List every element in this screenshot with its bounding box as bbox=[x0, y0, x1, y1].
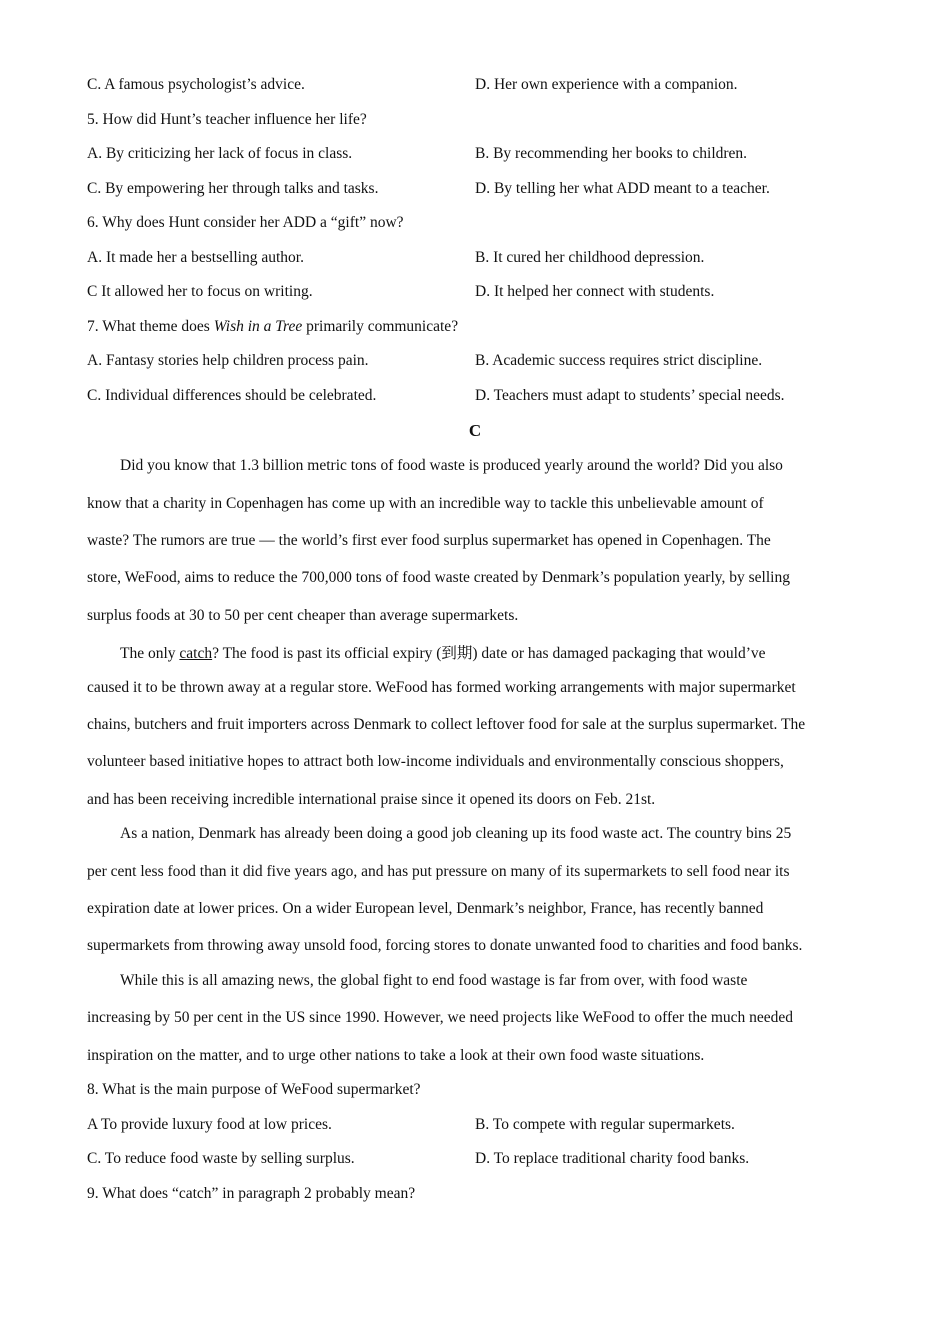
q7-stem-pre: 7. What theme does bbox=[87, 318, 214, 335]
p2-post: ? The food is past its official expiry (到期) date or has damaged packaging that would’ve bbox=[212, 645, 766, 662]
section-title: C bbox=[468, 421, 482, 440]
p3-line: per cent less food than it did five years ago, and has put pressure on many of its supermarkets to sell food near its bbox=[87, 863, 790, 880]
q7-book-title: Wish in a Tree bbox=[213, 318, 303, 335]
q6-option-b: B. It cured her childhood depression. bbox=[475, 249, 705, 266]
q8-options-row-2 bbox=[87, 1150, 867, 1168]
p2-line: chains, butchers and fruit importers across Denmark to collect leftover food for sale at the surplus supermarket. The bbox=[87, 716, 806, 733]
q7-option-c: C. Individual differences should be celebrated. bbox=[87, 387, 377, 404]
q8-stem: 8. What is the main purpose of WeFood supermarket? bbox=[87, 1081, 421, 1098]
p2-line: and has been receiving incredible international praise since it opened its doors on Feb. 21st. bbox=[87, 791, 656, 808]
p1-line: waste? The rumors are true — the world’s first ever food surplus supermarket has opened in Copenhagen. The bbox=[87, 532, 771, 549]
q7-options-row-2 bbox=[87, 387, 867, 405]
catch-word: catch bbox=[179, 645, 213, 662]
q8-options-row-1 bbox=[87, 1116, 867, 1134]
p3-line: As a nation, Denmark has already been doing a good job cleaning up its food waste act. The country bins 25 bbox=[120, 825, 792, 842]
q9-stem: 9. What does “catch” in paragraph 2 probably mean? bbox=[87, 1185, 416, 1202]
q6-stem: 6. Why does Hunt consider her ADD a “gift” now? bbox=[87, 214, 404, 231]
q6-option-c: C It allowed her to focus on writing. bbox=[87, 283, 313, 300]
q6-option-a: A. It made her a bestselling author. bbox=[87, 249, 304, 266]
p3-line: expiration date at lower prices. On a wider European level, Denmark’s neighbor, France, has recently banned bbox=[87, 900, 764, 917]
q5-option-c: C. By empowering her through talks and tasks. bbox=[87, 180, 379, 197]
q7-stem-post: primarily communicate? bbox=[302, 318, 459, 335]
p2-first-line bbox=[87, 641, 900, 663]
q8-option-c: C. To reduce food waste by selling surplus. bbox=[87, 1150, 355, 1167]
q4-option-d: D. Her own experience with a companion. bbox=[475, 76, 738, 93]
q5-option-a: A. By criticizing her lack of focus in class. bbox=[87, 145, 353, 162]
q7-option-a: A. Fantasy stories help children process pain. bbox=[87, 352, 369, 369]
p2-line: volunteer based initiative hopes to attract both low-income individuals and environmentally conscious shoppers, bbox=[87, 753, 784, 770]
q5-option-b: B. By recommending her books to children. bbox=[475, 145, 748, 162]
q6-options-row-1 bbox=[87, 249, 867, 267]
p4-line: While this is all amazing news, the global fight to end food wastage is far from over, with food waste bbox=[120, 972, 748, 989]
p2-line: caused it to be thrown away at a regular store. WeFood has formed working arrangements with major supermarket bbox=[87, 679, 796, 696]
q7-option-d: D. Teachers must adapt to students’ special needs. bbox=[475, 387, 785, 404]
q5-options-row-1 bbox=[87, 145, 867, 163]
p1-line: store, WeFood, aims to reduce the 700,000 tons of food waste created by Denmark’s population yearly, by selling bbox=[87, 569, 790, 586]
q8-option-b: B. To compete with regular supermarkets. bbox=[475, 1116, 735, 1133]
q7-stem bbox=[87, 318, 867, 336]
q7-option-b: B. Academic success requires strict discipline. bbox=[475, 352, 763, 369]
q5-stem: 5. How did Hunt’s teacher influence her life? bbox=[87, 111, 367, 128]
q4-option-c: C. A famous psychologist’s advice. bbox=[87, 76, 305, 93]
p1-line: know that a charity in Copenhagen has come up with an incredible way to tackle this unbelievable amount of bbox=[87, 495, 764, 512]
p4-line: increasing by 50 per cent in the US since 1990. However, we need projects like WeFood to offer the much needed bbox=[87, 1009, 794, 1026]
q5-options-row-2 bbox=[87, 180, 867, 198]
q6-option-d: D. It helped her connect with students. bbox=[475, 283, 715, 300]
q5-option-d: D. By telling her what ADD meant to a teacher. bbox=[475, 180, 770, 197]
q7-options-row-1 bbox=[87, 352, 867, 370]
p1-line: surplus foods at 30 to 50 per cent cheaper than average supermarkets. bbox=[87, 607, 519, 624]
q8-option-a: A To provide luxury food at low prices. bbox=[87, 1116, 332, 1133]
p3-line: supermarkets from throwing away unsold food, forcing stores to donate unwanted food to charities and food banks. bbox=[87, 937, 803, 954]
p1-line: Did you know that 1.3 billion metric tons of food waste is produced yearly around the world? Did you also bbox=[120, 457, 783, 474]
q8-option-d: D. To replace traditional charity food banks. bbox=[475, 1150, 750, 1167]
p2-pre: The only bbox=[120, 645, 180, 662]
q4-options-row bbox=[87, 76, 867, 94]
p4-line: inspiration on the matter, and to urge other nations to take a look at their own food waste situations. bbox=[87, 1047, 705, 1064]
q6-options-row-2 bbox=[87, 283, 867, 301]
